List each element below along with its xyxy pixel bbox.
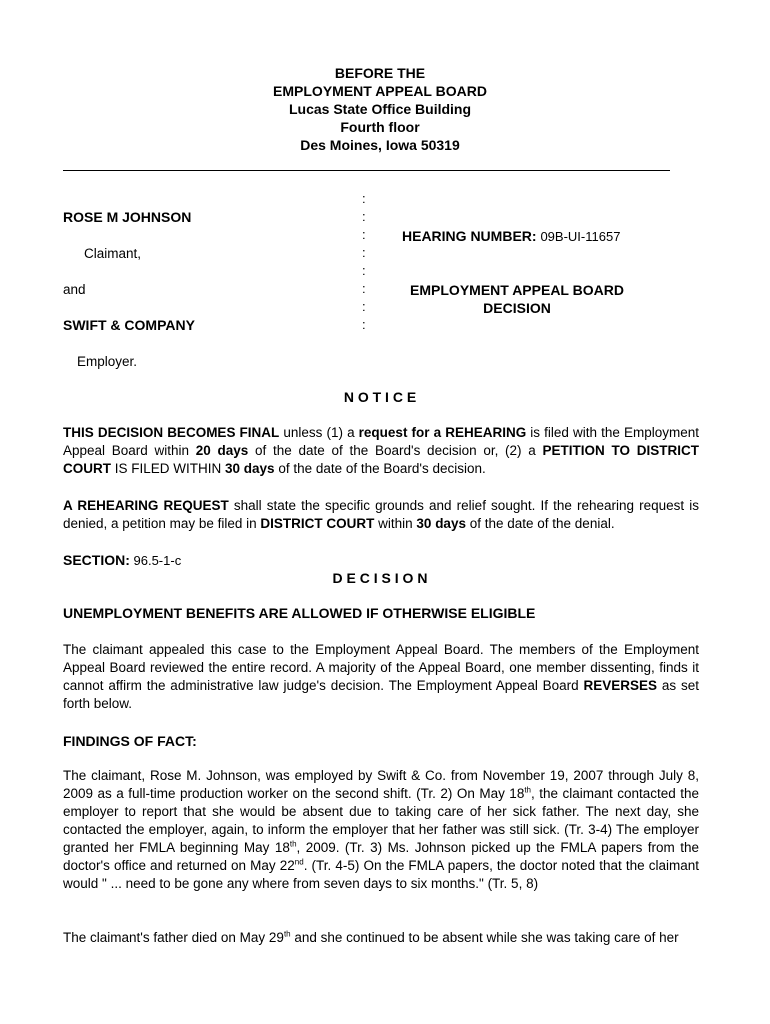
findings-paragraph-2 — [63, 929, 699, 947]
notice-paragraph-1 — [63, 424, 699, 478]
header-line-board-name: EMPLOYMENT APPEAL BOARD — [273, 83, 487, 99]
decision-title-line1: EMPLOYMENT APPEAL BOARD — [410, 282, 624, 298]
section-value: 96.5-1-c — [129, 553, 182, 568]
header-line-building: Lucas State Office Building — [288, 101, 472, 117]
reverses-text: REVERSES — [583, 678, 658, 693]
findings-text: . (Tr. 4-5) On the FMLA papers, the doctor noted that the claimant would " ... need to be gone any where from seven days to six months." (Tr. 5, 8) — [63, 858, 699, 891]
notice-petition-text: PETITION TO DISTRICT COURT — [63, 443, 699, 476]
caption-colon-column — [362, 190, 372, 334]
decision-title-line2: DECISION — [483, 300, 551, 316]
caption-colon: : — [362, 191, 366, 206]
decision-heading: D E C I S I O N — [332, 570, 428, 586]
notice-text: shall state the specific grounds and relief sought. If the rehearing request is denied, a petition may be filed in — [63, 498, 700, 531]
caption-colon: : — [362, 281, 366, 296]
findings-paragraph-1 — [63, 767, 699, 893]
caption-colon: : — [362, 263, 366, 278]
notice-paragraph-2 — [63, 497, 699, 533]
notice-text: is filed with the Employment Appeal Board within — [63, 425, 699, 458]
notice-rehearing-text: request for a REHEARING — [358, 425, 527, 440]
decision-title — [396, 281, 638, 317]
section-line — [63, 551, 181, 570]
notice-text: unless (1) a — [279, 425, 359, 440]
caption-colon: : — [362, 245, 366, 260]
findings-heading: FINDINGS OF FACT: — [63, 733, 197, 749]
notice-20-days: 20 days — [195, 443, 249, 458]
header-line-floor: Fourth floor — [340, 119, 420, 135]
notice-final-text: THIS DECISION BECOMES FINAL — [63, 425, 280, 440]
ordinal-suffix: th — [289, 839, 297, 849]
section-label: SECTION: — [63, 552, 130, 568]
rehearing-request-label: A REHEARING REQUEST — [63, 498, 229, 513]
notice-text: of the date of the Board's decision or, (2) a — [248, 443, 543, 458]
ordinal-suffix: th — [524, 785, 531, 795]
hearing-number-label: HEARING NUMBER: — [402, 228, 537, 244]
caption-colon: : — [362, 227, 366, 242]
notice-heading: N O T I C E — [343, 389, 417, 405]
findings-text: The claimant, Rose M. Johnson, was employed by Swift & Co. from November 19, 2007 through July 8, 2009 as a full-time production worker on the second shift. (Tr. 2) On May 18 — [63, 768, 699, 801]
findings-text: and she continued to be absent while she was taking care of her — [290, 930, 679, 945]
notice-text: of the date of the Board's decision. — [274, 461, 486, 476]
ordinal-suffix: th — [283, 929, 291, 939]
hearing-number-value: 09B-UI-11657 — [540, 229, 621, 244]
decision-text: The claimant appealed this case to the Employment Appeal Board. The members of the Employment Appeal Board reviewed the entire record. A majority of the Appeal Board, one member dissenting, finds it cannot affirm the administrative law judge's decision. The Employment Appeal Board — [63, 642, 699, 693]
header-line-city: Des Moines, Iowa 50319 — [300, 137, 460, 153]
findings-text: The claimant's father died on May 29 — [63, 930, 284, 945]
decision-text: as set forth below. — [63, 678, 699, 711]
notice-text: IS FILED WITHIN — [111, 461, 226, 476]
caption-colon: : — [362, 317, 366, 332]
employer-name: SWIFT & COMPANY — [63, 317, 195, 333]
header-line-before-the: BEFORE THE — [334, 65, 426, 81]
district-court-text: DISTRICT COURT — [260, 516, 375, 531]
findings-text: , 2009. (Tr. 3) Ms. Johnson picked up the FMLA papers from the doctor's office and returned on May 22 — [63, 840, 699, 873]
decision-paragraph — [63, 641, 699, 713]
caption-colon: : — [362, 299, 366, 314]
hearing-number — [402, 227, 620, 246]
notice-30-days: 30 days — [416, 516, 466, 531]
employer-role: Employer. — [77, 354, 138, 369]
header-divider — [63, 170, 670, 171]
notice-text: within — [374, 516, 417, 531]
document-header — [63, 64, 697, 154]
notice-30-days: 30 days — [225, 461, 275, 476]
claimant-name: ROSE M JOHNSON — [63, 209, 192, 225]
decision-subheading: UNEMPLOYMENT BENEFITS ARE ALLOWED IF OTHERWISE ELIGIBLE — [63, 605, 536, 621]
and-text: and — [63, 282, 86, 297]
notice-text: of the date of the denial. — [465, 516, 615, 531]
ordinal-suffix: nd — [294, 857, 304, 867]
findings-text: , the claimant contacted the employer to report that she would be absent due to taking care of her sick father. The next day, she contacted the employer, again, to inform the employer that her father was still sick. (Tr. 3-4) The employer granted her FMLA beginning May 18 — [63, 786, 699, 855]
claimant-role: Claimant, — [84, 246, 142, 261]
caption-colon: : — [362, 209, 366, 224]
